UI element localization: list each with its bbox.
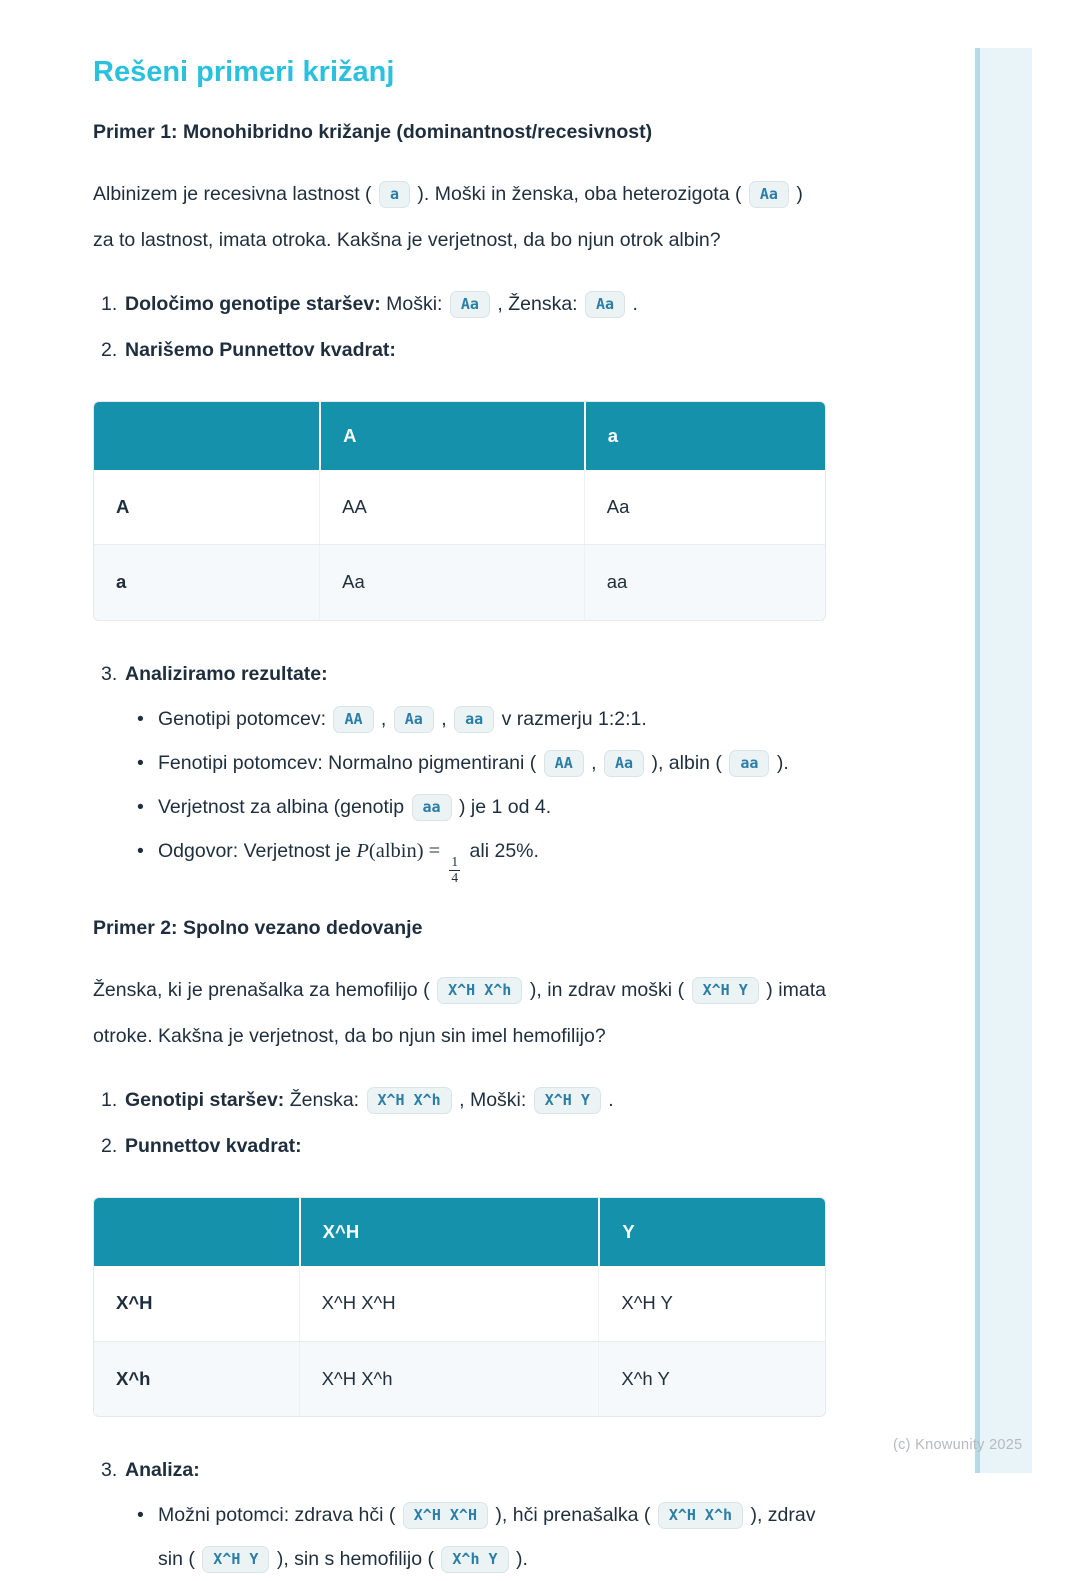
table-cell: aa [584,544,825,619]
genotype-badge: a [379,181,410,208]
list-item: • Verjetnost za albina (genotip aa ) je 1 od 4. [137,785,826,829]
genotype-badge: X^H X^h [367,1087,452,1114]
table-header-cell [94,402,319,470]
row-label-cell: A [94,470,319,544]
bold-text: Punnettov kvadrat: [125,1134,302,1157]
table-cell: X^H Y [598,1266,825,1340]
table-row [94,1266,825,1340]
step-number: 1. [101,292,118,315]
step-number: 2. [101,1134,118,1157]
math-variable: P [356,839,369,862]
bold-text: Analiza: [125,1458,200,1481]
step-item [93,1077,826,1123]
footer-credit: (c) Knowunity 2025 [893,1437,1023,1453]
step-text [125,1123,826,1169]
row-label-cell: X^h [94,1341,299,1416]
page-edge-decoration [975,48,1032,1473]
genotype-badge: Aa [585,291,625,318]
step-number: 1. [101,1088,118,1111]
genotype-badge: X^H Y [202,1546,269,1573]
page-title: Rešeni primeri križanj [93,56,395,88]
genotype-badge: aa [454,706,494,733]
table-cell: X^H X^h [299,1341,599,1416]
table-header-cell: X^H [299,1198,599,1266]
example2-intro-paragraph: Ženska, ki je prenašalka za hemofilijo ( X^H X^h ), in zdrav moški ( X^H Y ) imata otroke. Kakšna je verjetnost, da bo njun sin imel hemofilijo? [93,978,826,1047]
list-item: • Možni potomci: zdrava hči ( X^H X^H ), hči prenašalka ( X^H X^h ), zdrav sin ( X^H Y ), sin s hemofilijo ( X^h Y ). [137,1493,826,1581]
example1-heading: Primer 1: Monohibridno križanje (dominantnost/recesivnost) [93,121,653,144]
genotype-badge: X^H X^h [437,977,522,1004]
table-header-row [94,402,825,470]
step-number: 2. [101,338,118,361]
step-text [125,327,826,373]
step-item [93,327,826,373]
row-label-cell: a [94,544,319,619]
step-number: 3. [101,662,118,685]
list-item: • Fenotipi potomcev: Normalno pigmentirani ( AA , Aa ), albin ( aa ). [137,741,826,785]
punnett-square-1-wrap [93,401,826,621]
bold-text: Analiziramo rezultate: [125,662,328,685]
punnett-square-2 [94,1198,825,1416]
table-cell: Aa [584,470,825,544]
example1-intro-paragraph: Albinizem je recesivna lastnost ( a ). Moški in ženska, oba heterozigota ( Aa ) za to lastnost, imata otroka. Kakšna je verjetnost, da bo njun otrok albin? [93,182,803,251]
table-header-cell [94,1198,299,1266]
step-item [93,281,826,327]
genotype-badge: Aa [394,706,434,733]
genotype-badge: AA [544,750,584,777]
example2-analysis-list [137,1493,826,1581]
table-row [94,1341,825,1416]
genotype-badge: aa [729,750,769,777]
table-cell: Aa [319,544,584,619]
list-item: • Odgovor: Verjetnost je P(albin) = $\frac{1}{4}$ ali 25%. [137,829,826,886]
bold-text: Določimo genotipe staršev: [125,292,381,315]
step-item [93,651,826,697]
example2-heading: Primer 2: Spolno vezano dedovanje [93,917,423,940]
genotype-badge: Aa [450,291,490,318]
step-item [93,1447,826,1493]
row-label-cell: X^H [94,1266,299,1340]
document-content [93,42,826,1581]
step-text [125,1447,826,1493]
step-text: Določimo genotipe staršev: Moški: Aa , Ženska: Aa . [125,281,826,327]
example2-steps [93,1077,826,1169]
table-header-cell: a [584,402,825,470]
genotype-badge: Aa [604,750,644,777]
genotype-badge: X^H Y [534,1087,601,1114]
genotype-badge: X^H X^h [658,1502,743,1529]
fraction: $\frac{1}{4}$ [451,853,459,885]
punnett-square-2-wrap [93,1197,826,1417]
table-header-row [94,1198,825,1266]
table-row [94,544,825,619]
step-number: 3. [101,1458,118,1481]
table-header-cell: A [319,402,584,470]
table-row [94,470,825,544]
step-text: Genotipi staršev: Ženska: X^H X^h , Moški: X^H Y . [125,1077,826,1123]
genotype-badge: AA [333,706,373,733]
genotype-badge: X^H X^H [403,1502,488,1529]
table-header-cell: Y [598,1198,825,1266]
bold-text: Narišemo Punnettov kvadrat: [125,338,396,361]
example1-steps [93,281,826,373]
example1-analysis-list [137,697,826,886]
math-text: (albin) = [368,839,446,862]
punnett-square-1 [94,402,825,620]
genotype-badge: X^H Y [692,977,759,1004]
bold-text: Genotipi staršev: [125,1088,285,1111]
genotype-badge: aa [412,794,452,821]
table-cell: X^h Y [598,1341,825,1416]
table-cell: X^H X^H [299,1266,599,1340]
table-cell: AA [319,470,584,544]
step-item [93,1123,826,1169]
genotype-badge: X^h Y [441,1546,508,1573]
step-text [125,651,826,697]
genotype-badge: Aa [749,181,789,208]
list-item: • Genotipi potomcev: AA , Aa , aa v razmerju 1:2:1. [137,697,826,741]
